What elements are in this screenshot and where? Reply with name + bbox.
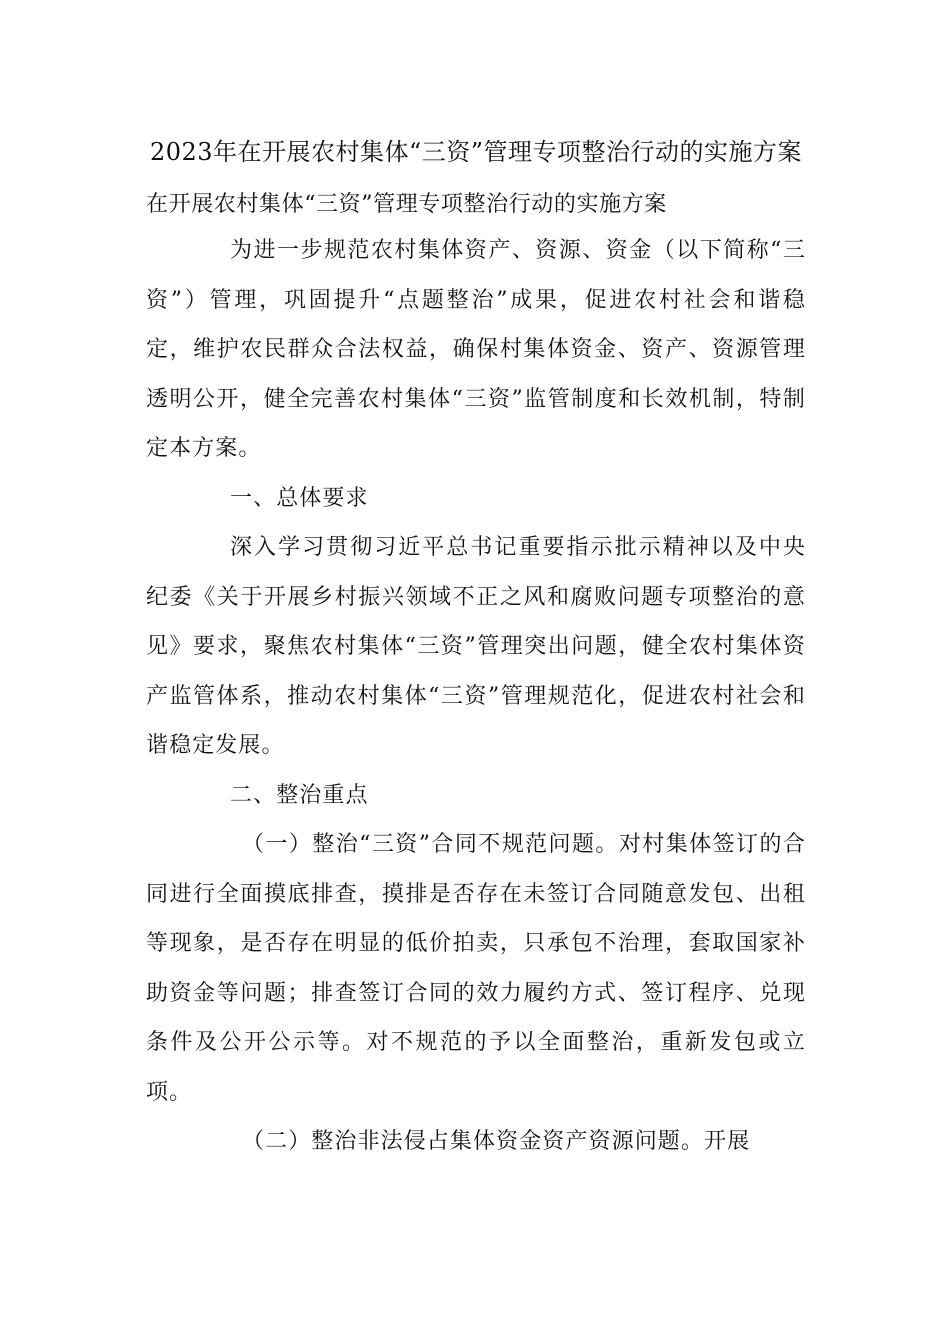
section-heading-key-points: 二、整治重点 (230, 782, 369, 808)
key-point-2-paragraph: （二）整治非法侵占集体资金资产资源问题。开展 (242, 1129, 751, 1154)
document-title: 2023年在开展农村集体“三资”管理专项整治行动的实施方案 (149, 138, 803, 166)
document-page (146, 128, 806, 1167)
intro-paragraph: 为进一步规范农村集体资产、资源、资金（以下简称“三资”）管理，巩固提升“点题整治”成果，促进农村社会和谐稳定，维护农民群众合法权益，确保村集体资金、资产、资源管理透明公开，健全完善农村集体“三资”监管制度和长效机制，特制定本方案。 (146, 238, 806, 461)
document-subtitle: 在开展农村集体“三资”管理专项整治行动的实施方案 (146, 192, 667, 217)
general-requirements-paragraph: 深入学习贯彻习近平总书记重要指示批示精神以及中央纪委《关于开展乡村振兴领域不正之风和腐败问题专项整治的意见》要求，聚焦农村集体“三资”管理突出问题，健全农村集体资产监管体系，推动农村集体“三资”管理规范化，促进农村社会和谐稳定发展。 (146, 535, 806, 758)
key-point-1-paragraph: （一）整治“三资”合同不规范问题。对村集体签订的合同进行全面摸底排查，摸排是否存在未签订合同随意发包、出租等现象，是否存在明显的低价拍卖，只承包不治理，套取国家补助资金等问题；排查签订合同的效力履约方式、签订程序、兑现条件及公开公示等。对不规范的予以全面整治，重新发包或立项。 (146, 832, 806, 1105)
section-heading-general-requirements: 一、总体要求 (230, 485, 369, 511)
